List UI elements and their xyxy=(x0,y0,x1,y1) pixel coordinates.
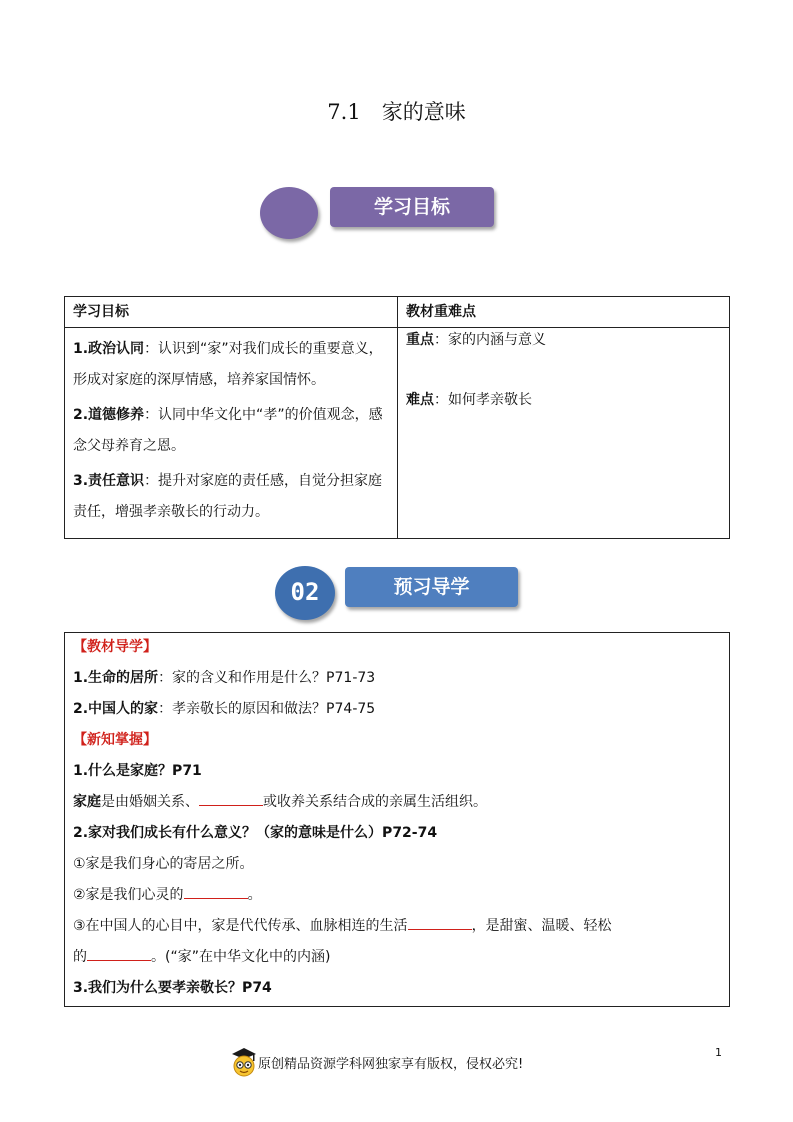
knowledge-item-1: ①家是我们身心的寄居之所。 xyxy=(73,856,254,872)
fill-blank[interactable] xyxy=(199,791,263,806)
section-header-learning-goals xyxy=(260,187,500,243)
key-points-cell xyxy=(398,328,730,539)
section-label-preview: 预习导学 xyxy=(345,567,518,607)
difficult-point: 难点：如何孝亲敬长 xyxy=(406,392,532,408)
preview-box xyxy=(64,632,730,1007)
learning-goals-table xyxy=(64,296,730,539)
fill-blank[interactable] xyxy=(184,884,248,899)
knowledge-item-2: ②家是我们心灵的 。 xyxy=(73,884,262,904)
knowledge-question-1: 1.什么是家庭？P71 xyxy=(73,763,202,779)
mascot-logo-icon xyxy=(230,1047,258,1077)
knowledge-item-3-cont: 的 。(“家”在中华文化中的内涵) xyxy=(73,946,330,966)
knowledge-item-3: ③在中国人的心目中，家是代代传承、血脉相连的生活 ，是甜蜜、温暖、轻松 xyxy=(73,915,612,935)
knowledge-answer-1: 家庭是由婚姻关系、 或收养关系结合成的亲属生活组织。 xyxy=(73,791,487,811)
document-title: 7.1 家的意味 xyxy=(327,100,466,124)
knowledge-question-3: 3.我们为什么要孝亲敬长？P74 xyxy=(73,980,272,996)
section-label-learning-goals: 学习目标 xyxy=(330,187,494,227)
section-header-preview xyxy=(275,566,525,622)
guide-question-1: 1.生命的居所：家的含义和作用是什么？P71-73 xyxy=(73,670,376,686)
fill-blank[interactable] xyxy=(87,946,151,961)
goal-item: 3.责任意识：提升对家庭的责任感，自觉分担家庭责任，增强孝亲敬长的行动力。 xyxy=(73,473,383,520)
table-header-key-points: 教材重难点 xyxy=(398,297,730,328)
guide-question-2: 2.中国人的家：孝亲敬长的原因和做法？P74-75 xyxy=(73,701,376,717)
page-number: 1 xyxy=(715,1046,722,1059)
section-number-badge xyxy=(260,187,318,239)
heading-textbook-guide: 【教材导学】 xyxy=(73,639,157,655)
heading-new-knowledge: 【新知掌握】 xyxy=(73,732,157,748)
key-point: 重点：家的内涵与意义 xyxy=(406,332,546,348)
footer xyxy=(230,1046,523,1078)
goal-item: 2.道德修养：认同中华文化中“孝”的价值观念，感念父母养育之恩。 xyxy=(73,407,383,454)
goals-cell xyxy=(65,328,398,539)
goal-item: 1.政治认同：认识到“家”对我们成长的重要意义，形成对家庭的深厚情感，培养家国情怀。 xyxy=(73,341,383,388)
section-number-badge: 02 xyxy=(275,566,335,620)
copyright-notice: 原创精品资源学科网独家享有版权，侵权必究! xyxy=(258,1056,524,1072)
knowledge-question-2: 2.家对我们成长有什么意义？（家的意味是什么）P72-74 xyxy=(73,825,438,841)
fill-blank[interactable] xyxy=(408,915,472,930)
table-header-goals: 学习目标 xyxy=(65,297,398,328)
